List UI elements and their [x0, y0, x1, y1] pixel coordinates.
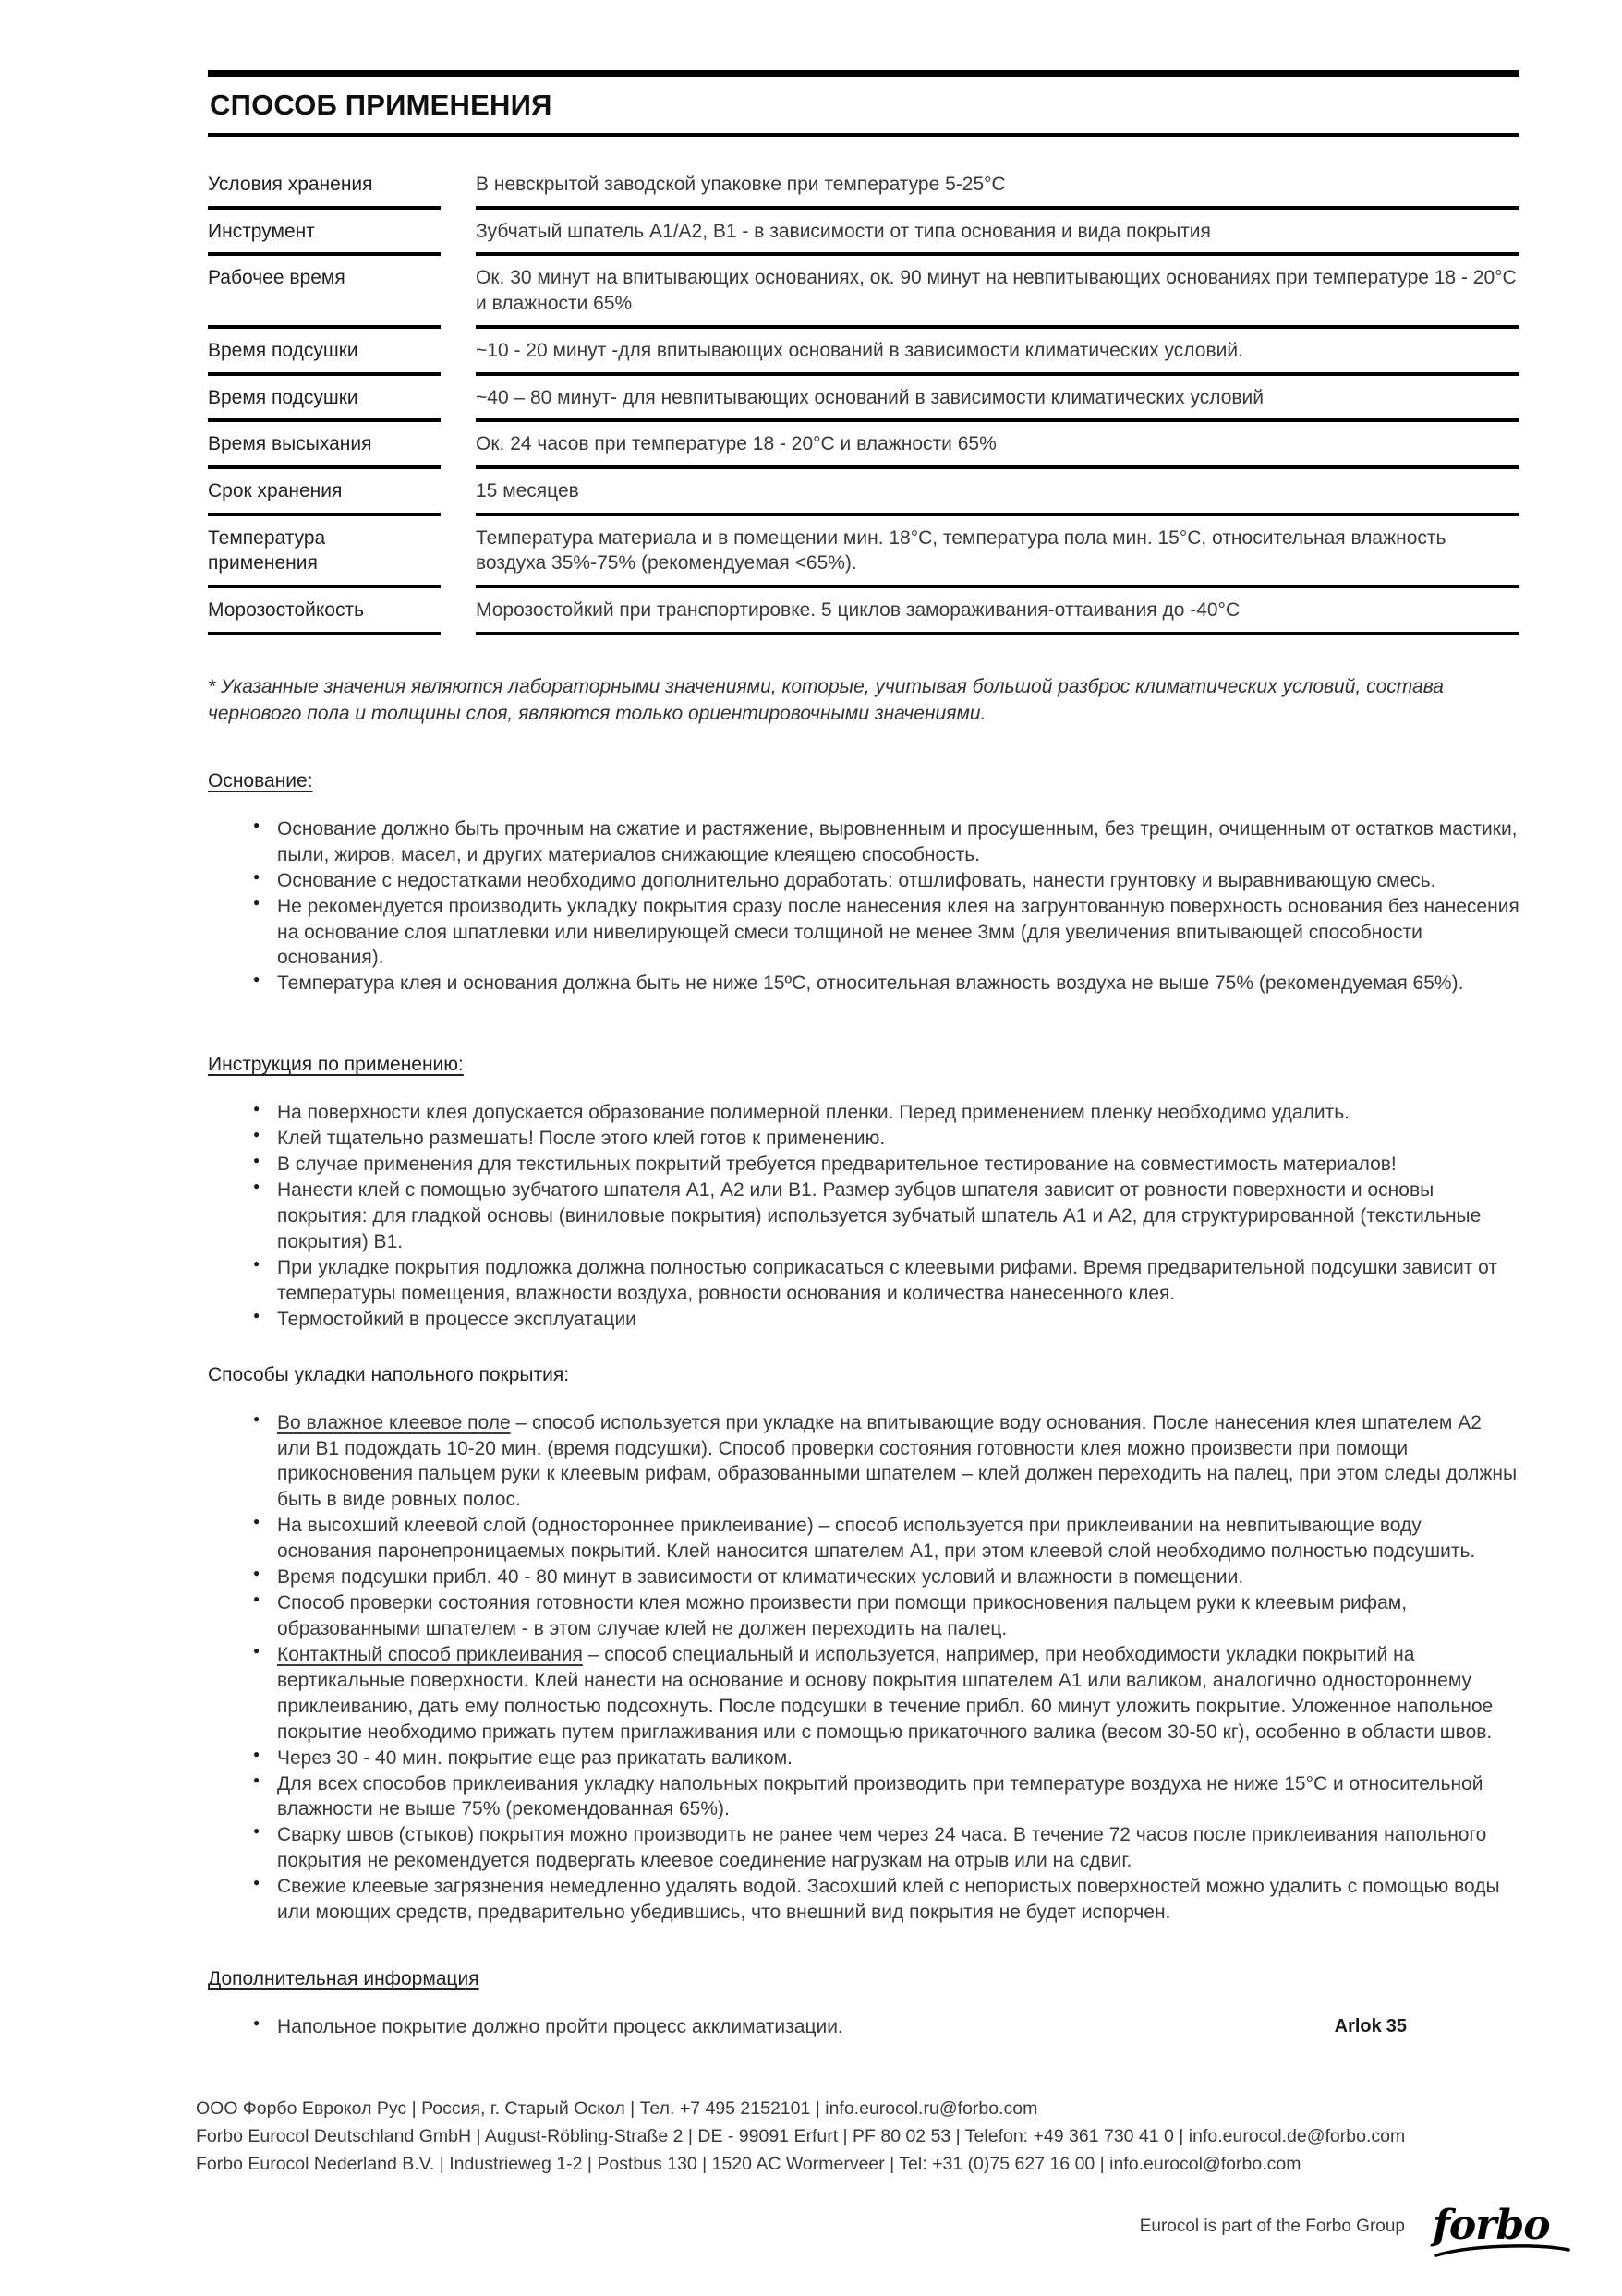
method-description: – способ используется при укладке на впитывающие воду основания. После нанесения клея шпателем А2 или В1 подождать 10-20 мин. (время подсушки). Способ проверки состояния готовности клея можно произвести при помощи прикосновения пальцем руки к клеевым рифам, образованными шпателем – клей должен переходить на палец, при этом следы должны быть в виде ровных полос.: [277, 1411, 1518, 1511]
table-row-value: ~10 - 20 минут -для впитывающих оснований в зависимости климатических условий.: [476, 329, 1519, 376]
table-row-label: Срок хранения: [208, 469, 441, 516]
list-item: ● Нанести клей с помощью зубчатого шпателя А1, А2 или В1. Размер зубцов шпателя зависит от ровности поверхности и основы покрытия: для гладкой основы (виниловые покрытия) используется зубчатый шпатель А1 и А2, для структурированной (текстильные покрытия) В1.: [252, 1178, 1519, 1255]
forbo-group-tagline: Eurocol is part of the Forbo Group: [1139, 2216, 1405, 2236]
list-item: [252, 1410, 1519, 1514]
footer-bottom-row: [1139, 2202, 1571, 2260]
list-item: ● Через 30 - 40 мин. покрытие еще раз прикатать валиком.: [252, 1746, 1519, 1771]
table-row-label: Температура применения: [208, 516, 441, 588]
list-item: ● На поверхности клея допускается образование полимерной пленки. Перед применением пленку необходимо удалить.: [252, 1100, 1519, 1126]
list-item: ● Основание с недостатками необходимо дополнительно доработать: отшлифовать, нанести грунтовку и выравнивающую смесь.: [252, 868, 1519, 894]
list-item: ● Способ проверки состояния готовности клея можно произвести при помощи прикосновения пальцем руки к клеевым рифам, образованными шпателем - в этом случае клей не должен переходить на палец.: [252, 1590, 1519, 1642]
table-row-label: Время подсушки: [208, 376, 441, 423]
methods-bullet-list: [252, 1410, 1519, 1926]
list-item: ● При укладке покрытия подложка должна полностью соприкасаться с клеевыми рифами. Время предварительной подсушки зависит от температуры помещения, влажности воздуха, ровности основания и количества нанесенного клея.: [252, 1255, 1519, 1307]
list-item: ● Свежие клеевые загрязнения немедленно удалять водой. Засохший клей с непористых поверхностей можно удалить с помощью воды или моющих средств, предварительно убедившись, что внешний вид покрытия не будет испорчен.: [252, 1874, 1519, 1926]
product-name: Arlok: [1334, 2016, 1382, 2036]
table-row-label: Рабочее время: [208, 256, 441, 328]
table-row-value: Ок. 24 часов при температуре 18 - 20°С и влажности 65%: [476, 422, 1519, 469]
method-description: – способ специальный и используется, например, при необходимости укладки покрытий на вертикальные поверхности. Клей нанести на основание и основу покрытия шпателем А1 или валиком, аналогично одностороннему приклеиванию, дать ему полностью подсохнуть. После подсушки в течение прибл. 60 минут уложить покрытие. Уложенное напольное покрытие необходимо прижать путем приглаживания или с помощью прикаточного валика (весом 30-50 кг), особенно в области швов.: [277, 1643, 1494, 1743]
table-row-label: Морозостойкость: [208, 588, 441, 635]
table-row-value: Морозостойкий при транспортировке. 5 циклов замораживания-оттаивания до -40°С: [476, 588, 1519, 635]
table-row-value: Ок. 30 минут на впитывающих основаниях, ок. 90 минут на невпитывающих основаниях при температуре 18 - 20°С и влажности 65%: [476, 256, 1519, 328]
page-title-block: [208, 70, 1519, 137]
footer-line-russia: ООО Форбо Еврокол Рус | Россия, г. Старый Оскол | Тел. +7 495 2152101 | info.eurocol.ru@forbo.com: [196, 2098, 1038, 2119]
forbo-logo-text: forbo: [1433, 2202, 1550, 2249]
table-row-value: Температура материала и в помещении мин. 18°С, температура пола мин. 15°С, относительная влажность воздуха 35%-75% (рекомендуемая <65%).: [476, 516, 1519, 588]
lab-values-footnote: * Указанные значения являются лабораторными значениями, которые, учитывая большой разброс климатических условий, состава чернового пола и толщины слоя, являются только ориентировочными значениями.: [208, 675, 1444, 724]
method-name: Контактный способ приклеивания: [277, 1643, 583, 1665]
footer-line-germany: Forbo Eurocol Deutschland GmbH | August-Röbling-Straße 2 | DE - 99091 Erfurt | PF 80 02 53 | Telefon: +49 361 730 41 0 | info.eurocol.de@forbo.com: [196, 2126, 1406, 2146]
section-heading-additional: Дополнительная информация: [208, 1968, 479, 1990]
product-number: 35: [1386, 2016, 1407, 2036]
list-item: ● Термостойкий в процессе эксплуатации: [252, 1307, 1519, 1333]
table-row-value: Зубчатый шпатель А1/А2, В1 - в зависимости от типа основания и вида покрытия: [476, 210, 1519, 257]
table-row-label: Условия хранения: [208, 163, 441, 210]
list-item: ● Клей тщательно размешать! После этого клей готов к применению.: [252, 1126, 1519, 1152]
list-item: ● Для всех способов приклеивания укладку напольных покрытий производить при температуре воздуха не ниже 15°С и относительной влажности не выше 75% (рекомендованная 65%).: [252, 1771, 1519, 1823]
section-heading-methods: Способы укладки напольного покрытия:: [208, 1363, 570, 1385]
list-item: ● Напольное покрытие должно пройти процесс акклиматизации.: [252, 2014, 1519, 2040]
page-title: СПОСОБ ПРИМЕНЕНИЯ: [210, 89, 552, 121]
footer-line-netherlands: Forbo Eurocol Nederland B.V. | Industrieweg 1-2 | Postbus 130 | 1520 AC Wormerveer | Tel: +31 (0)75 627 16 00 | info.eurocol@forbo.com: [196, 2154, 1301, 2174]
table-row-label: Время подсушки: [208, 329, 441, 376]
list-item: ● В случае применения для текстильных покрытий требуется предварительное тестирование на совместимость материалов!: [252, 1152, 1519, 1178]
list-item: ● Основание должно быть прочным на сжатие и растяжение, выровненным и просушенным, без трещин, очищенным от остатков мастики, пыли, жиров, масел, и других материалов снижающие клеящею способность.: [252, 816, 1519, 868]
product-name-badge: [1335, 2016, 1407, 2037]
list-item: ● Температура клея и основания должна быть не ниже 15ºС, относительная влажность воздуха не выше 75% (рекомендуемая 65%).: [252, 971, 1519, 997]
additional-bullet-list: [252, 2014, 1519, 2040]
table-row-value: ~40 – 80 минут- для невпитывающих оснований в зависимости климатических условий: [476, 376, 1519, 423]
footer-address-block: [196, 2095, 1519, 2178]
list-item: ● Не рекомендуется производить укладку покрытия сразу после нанесения клея на загрунтованную поверхность основания без нанесения на основание слоя шпатлевки или нивелирующей смеси толщиной не менее 3мм (для увеличения впитывающей способности основания).: [252, 894, 1519, 972]
table-row-label: Время высыхания: [208, 422, 441, 469]
table-row-value: В невскрытой заводской упаковке при температуре 5-25°С: [476, 163, 1519, 210]
table-row-value: 15 месяцев: [476, 469, 1519, 516]
instructions-bullet-list: [252, 1100, 1519, 1332]
list-item: ● Сварку швов (стыков) покрытия можно производить не ранее чем через 24 часа. В течение 72 часов после приклеивания напольного покрытия не рекомендуется подвергать клеевое соединение нагрузкам на отрыв или на сдвиг.: [252, 1822, 1519, 1874]
list-item: [252, 1642, 1519, 1746]
list-item: ● На высохший клеевой слой (одностороннее приклеивание) – способ используется при приклеивании на невпитывающие воду основания паронепроницаемых покрытий. Клей наносится шпателем А1, при этом клеевой слой необходимо полностью подсушить.: [252, 1513, 1519, 1565]
table-row-label: Инструмент: [208, 210, 441, 257]
section-heading-base: Основание:: [208, 769, 313, 792]
base-bullet-list: [252, 816, 1519, 997]
list-item: ● Время подсушки прибл. 40 - 80 минут в зависимости от климатических условий и влажности в помещении.: [252, 1565, 1519, 1590]
properties-table: [208, 163, 1519, 635]
forbo-logo: [1433, 2202, 1571, 2260]
section-heading-instructions: Инструкция по применению:: [208, 1054, 464, 1076]
method-name: Во влажное клеевое поле: [277, 1411, 511, 1433]
document-content: [208, 0, 1519, 2040]
